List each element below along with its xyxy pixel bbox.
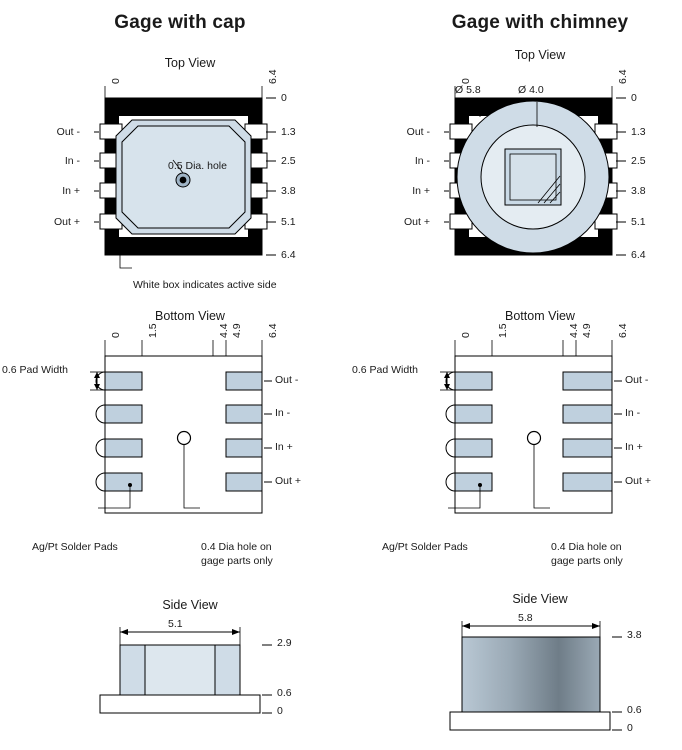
right-top-xdim-64: 6.4 — [617, 69, 629, 84]
left-top-hole-note: 0.5 Dia. hole — [168, 160, 227, 172]
left-bottom-xdim-64: 6.4 — [267, 323, 279, 338]
left-top-pin-out-minus: Out - — [56, 126, 80, 138]
left-bottom-hole-note-line1: 0.4 Dia hole on — [201, 541, 272, 553]
left-bottom-xdim-44: 4.4 — [218, 323, 230, 338]
left-bottom-pin-in-minus: In - — [275, 407, 291, 419]
left-side-view-title: Side View — [162, 598, 218, 612]
right-bottom-xdim-49: 4.9 — [581, 323, 593, 338]
right-side-view-title: Side View — [512, 592, 568, 606]
right-bottom-pin-in-minus: In - — [625, 407, 641, 419]
right-side-ydim-38: 3.8 — [627, 629, 642, 641]
right-top-xdim-0: 0 — [460, 78, 472, 84]
right-bottom-hole-note-line2: gage parts only — [551, 555, 623, 567]
left-top-active-side-note: White box indicates active side — [133, 279, 277, 291]
left-top-ydim-64: 6.4 — [281, 249, 296, 261]
right-top-pin-in-plus: In + — [412, 185, 430, 197]
right-bottom-xdim-0: 0 — [460, 332, 472, 338]
right-side-view — [440, 609, 682, 739]
left-top-ydim-13: 1.3 — [281, 126, 296, 138]
right-side-width-dim: 5.8 — [518, 612, 533, 624]
left-side-width-dim: 5.1 — [168, 618, 183, 630]
right-top-ydim-38: 3.8 — [631, 185, 646, 197]
right-side-ydim-0: 0 — [627, 722, 633, 734]
left-side-view — [90, 615, 340, 740]
right-bottom-xdim-64: 6.4 — [617, 323, 629, 338]
left-top-pin-in-plus: In + — [62, 185, 80, 197]
right-top-pin-out-minus: Out - — [406, 126, 430, 138]
left-top-ydim-0: 0 — [281, 92, 287, 104]
left-top-ydim-38: 3.8 — [281, 185, 296, 197]
left-side-ydim-29: 2.9 — [277, 637, 292, 649]
right-top-ydim-13: 1.3 — [631, 126, 646, 138]
right-bottom-pad-width-note: 0.6 Pad Width — [352, 364, 418, 376]
left-bottom-pin-out-plus: Out + — [275, 475, 301, 487]
left-side-ydim-06: 0.6 — [277, 687, 292, 699]
left-bottom-pin-in-plus: In + — [275, 441, 293, 453]
left-bottom-hole-note-line2: gage parts only — [201, 555, 273, 567]
right-top-ydim-64: 6.4 — [631, 249, 646, 261]
left-bottom-view-title: Bottom View — [155, 309, 225, 323]
right-top-ydim-0: 0 — [631, 92, 637, 104]
right-bottom-xdim-15: 1.5 — [497, 323, 509, 338]
left-bottom-xdim-15: 1.5 — [147, 323, 159, 338]
right-bottom-xdim-44: 4.4 — [568, 323, 580, 338]
right-bottom-view — [440, 326, 682, 526]
right-bottom-solder-pads-note: Ag/Pt Solder Pads — [382, 541, 468, 553]
left-bottom-xdim-49: 4.9 — [231, 323, 243, 338]
left-side-ydim-0: 0 — [277, 705, 283, 717]
left-top-pin-in-minus: In - — [64, 155, 80, 167]
left-bottom-pad-width-note: 0.6 Pad Width — [2, 364, 68, 376]
right-bottom-pin-out-minus: Out - — [625, 374, 649, 386]
left-top-pin-out-plus: Out + — [54, 216, 80, 228]
right-bottom-hole-note-line1: 0.4 Dia hole on — [551, 541, 622, 553]
right-top-pin-in-minus: In - — [414, 155, 430, 167]
left-top-xdim-64: 6.4 — [267, 69, 279, 84]
left-figure-title: Gage with cap — [114, 12, 246, 33]
right-top-view-title: Top View — [514, 48, 566, 62]
right-figure-title: Gage with chimney — [451, 12, 629, 33]
right-top-pin-out-plus: Out + — [404, 216, 430, 228]
right-bottom-pin-in-plus: In + — [625, 441, 643, 453]
right-top-ydim-51: 5.1 — [631, 216, 646, 228]
right-top-dia-58: Ø 5.8 — [455, 84, 481, 96]
left-bottom-view — [90, 326, 340, 526]
left-top-ydim-25: 2.5 — [281, 155, 296, 167]
right-bottom-pin-out-plus: Out + — [625, 475, 651, 487]
left-bottom-xdim-0: 0 — [110, 332, 122, 338]
left-top-view-title: Top View — [164, 56, 216, 70]
right-top-ydim-25: 2.5 — [631, 155, 646, 167]
right-bottom-view-title: Bottom View — [505, 309, 575, 323]
left-bottom-solder-pads-note: Ag/Pt Solder Pads — [32, 541, 118, 553]
right-side-ydim-06: 0.6 — [627, 704, 642, 716]
left-top-xdim-0: 0 — [110, 78, 122, 84]
right-top-dia-40: Ø 4.0 — [518, 84, 544, 96]
left-bottom-pin-out-minus: Out - — [275, 374, 299, 386]
left-top-ydim-51: 5.1 — [281, 216, 296, 228]
